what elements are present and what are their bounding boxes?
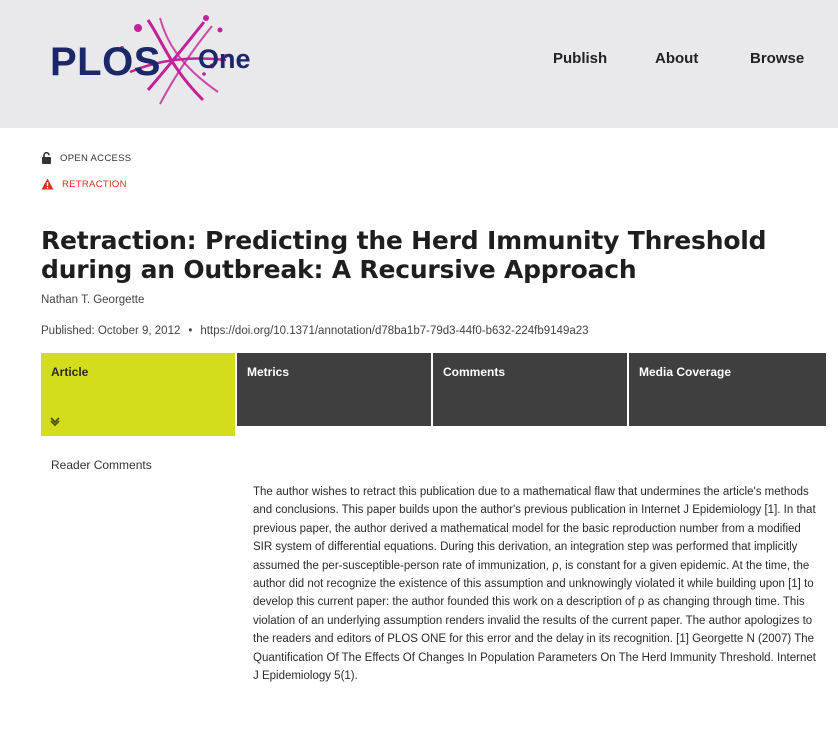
open-access-badge	[41, 152, 131, 164]
publication-info	[41, 325, 589, 337]
tab-article[interactable]	[41, 353, 235, 436]
tab-comments[interactable]	[433, 353, 627, 426]
article-title: Retraction: Predicting the Herd Immunity Threshold during an Outbreak: A Recursive Approach	[41, 226, 767, 284]
retraction-label: RETRACTION	[62, 178, 127, 190]
tab-media-coverage[interactable]	[629, 353, 826, 426]
warning-triangle-icon	[41, 178, 54, 190]
nav-publish[interactable]: Publish	[553, 50, 608, 67]
site-header	[0, 0, 838, 128]
nav-browse[interactable]: Browse	[750, 50, 805, 67]
plos-one-logo[interactable]	[50, 14, 270, 114]
retraction-notice-text: The author wishes to retract this publication due to a mathematical flaw that undermines the article's methods and conclusions. This paper builds upon the author's previous publication in Internet J Epidemiology [1]. In that previous paper, the author derived a mathematical model for the basic reproduction number from a modified SIR system of differential equations. During this derivation, an integration step was performed that implicitly assumed the per-susceptible-person rate of immunization, ρ, is constant for a given epidemic. At the time, the author did not recognize the existence of this assumption and unknowingly violated it while building upon [1] to develop this current paper: the author founded this work on a description of ρ as changing through time. This violation of an underlying assumption renders invalid the results of the current paper. The author apologizes to the readers and editors of PLOS ONE for this error and the delay in its recognition. [1] Georgette N (2007) The Quantification Of The Effects Of Changes In Population Parameters On The Herd Immunity Threshold. Internet J Epidemiology 5(1).	[253, 486, 816, 683]
separator-dot: •	[188, 325, 193, 337]
open-access-label: OPEN ACCESS	[60, 152, 132, 164]
tab-media-coverage-label: Media Coverage	[639, 365, 732, 379]
nav-about[interactable]: About	[655, 50, 699, 67]
chevron-down-icon	[50, 417, 60, 426]
retraction-badge[interactable]	[41, 178, 127, 190]
tab-comments-label: Comments	[443, 365, 506, 379]
logo-text-one: One	[198, 44, 251, 74]
reader-comments-link[interactable]: Reader Comments	[51, 458, 152, 472]
doi-link[interactable]: https://doi.org/10.1371/annotation/d78ba1b7-79d3-44f0-b632-224fb9149a23	[200, 325, 589, 337]
tab-article-label: Article	[51, 365, 89, 379]
logo-text-plos: PLOS	[50, 40, 161, 84]
unlock-icon	[41, 152, 52, 164]
tab-metrics-label: Metrics	[247, 365, 290, 379]
published-date: Published: October 9, 2012	[41, 325, 181, 337]
tab-metrics[interactable]	[237, 353, 431, 426]
article-tabs	[41, 353, 834, 436]
article-author[interactable]: Nathan T. Georgette	[41, 294, 145, 306]
